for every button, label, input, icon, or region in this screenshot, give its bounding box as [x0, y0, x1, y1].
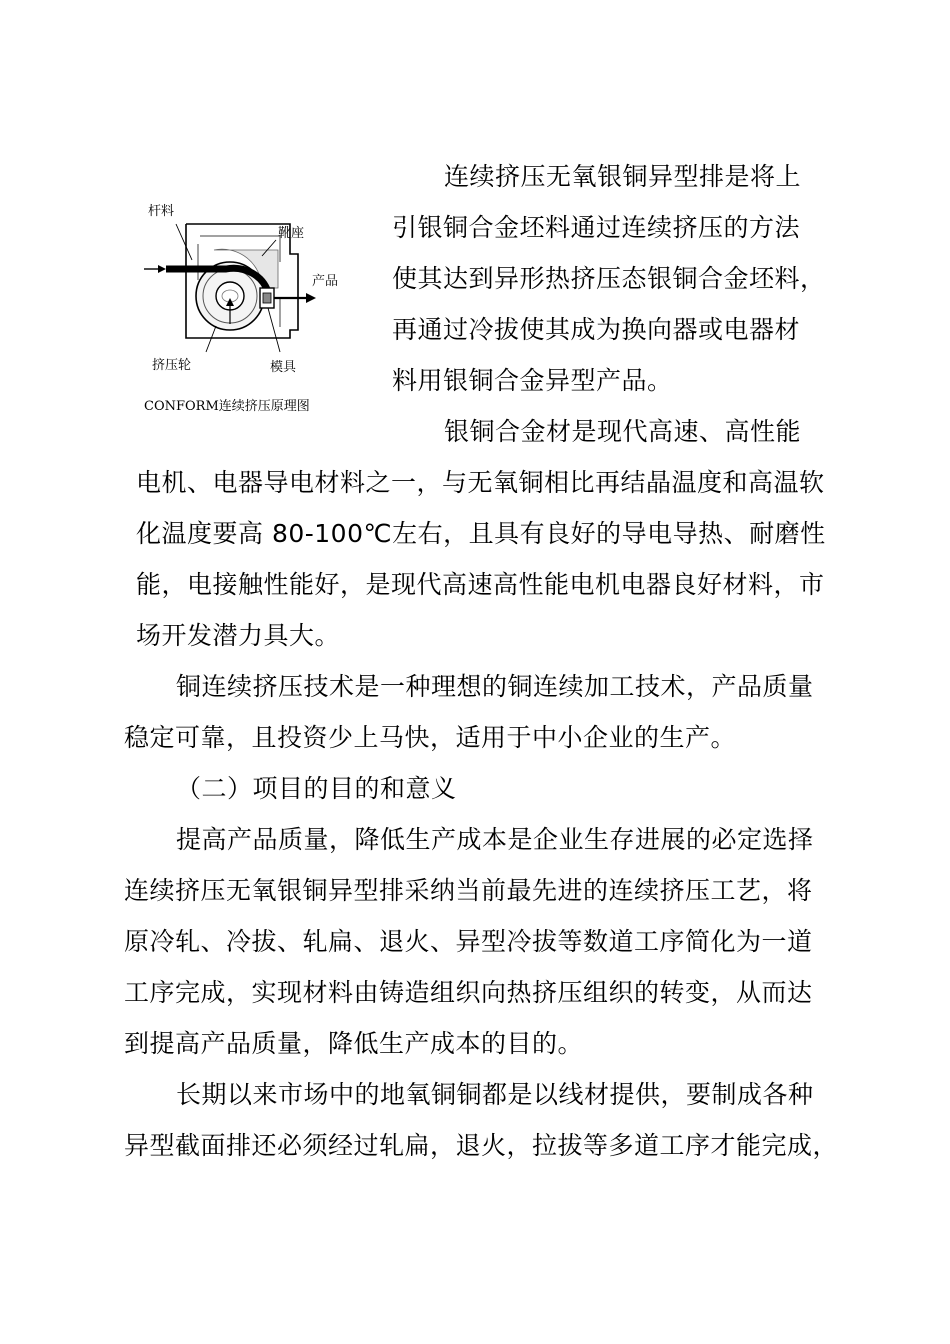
label-die: 模具: [270, 360, 297, 375]
p1-line-2: 引银铜合金坯料通过连续挤压的方法: [392, 213, 801, 242]
conform-diagram-figure: [130, 192, 370, 422]
p4-line-3: 原冷轧、冷拔、轧扁、退火、异型冷拔等数道工序简化为一道: [124, 927, 813, 956]
p4-line-4: 工序完成，实现材料由铸造组织向热挤压组织的转变，从而达: [124, 978, 813, 1007]
p3-line-1: 铜连续挤压技术是一种理想的铜连续加工技术，产品质量: [176, 672, 814, 701]
p5-line-2: 异型截面排还必须经过轧扁，退火，拉拔等多道工序才能完成，: [124, 1131, 839, 1160]
label-rod: 杆料: [148, 204, 175, 219]
label-shoe: 靴座: [278, 226, 305, 241]
section-heading: （二）项目的目的和意义: [176, 774, 457, 803]
p3-line-2: 稳定可靠，且投资少上马快，适用于中小企业的生产。: [124, 723, 737, 752]
p2-line-3: 化温度要高 80-100℃左右，且具有良好的导电导热、耐磨性: [136, 519, 826, 548]
p1-line-1: 连续挤压无氧银铜异型排是将上: [444, 162, 802, 191]
p4-line-2: 连续挤压无氧银铜异型排采纳当前最先进的连续挤压工艺，将: [124, 876, 813, 905]
p1-line-5: 料用银铜合金异型产品。: [392, 366, 673, 395]
p2-line-4: 能，电接触性能好，是现代高速高性能电机电器良好材料，市: [136, 570, 825, 599]
p1-line-3: 使其达到异形热挤压态银铜合金坯料，: [392, 264, 826, 293]
p5-line-1: 长期以来市场中的地氧铜铜都是以线材提供，要制成各种: [176, 1080, 814, 1109]
p1-line-4: 再通过冷拔使其成为换向器或电器材: [392, 315, 801, 344]
p2-line-5: 场开发潜力具大。: [136, 621, 341, 650]
p2-line-1: 银铜合金材是现代高速、高性能: [444, 417, 802, 446]
label-product: 产品: [312, 274, 339, 289]
p4-line-5: 到提高产品质量，降低生产成本的目的。: [124, 1029, 584, 1058]
figure-caption: CONFORM连续挤压原理图: [144, 399, 310, 414]
p2-line-2: 电机、电器导电材料之一，与无氧铜相比再结晶温度和高温软: [136, 468, 825, 497]
label-wheel: 挤压轮: [152, 358, 192, 373]
p4-line-1: 提高产品质量，降低生产成本是企业生存进展的必定选择: [176, 825, 814, 854]
